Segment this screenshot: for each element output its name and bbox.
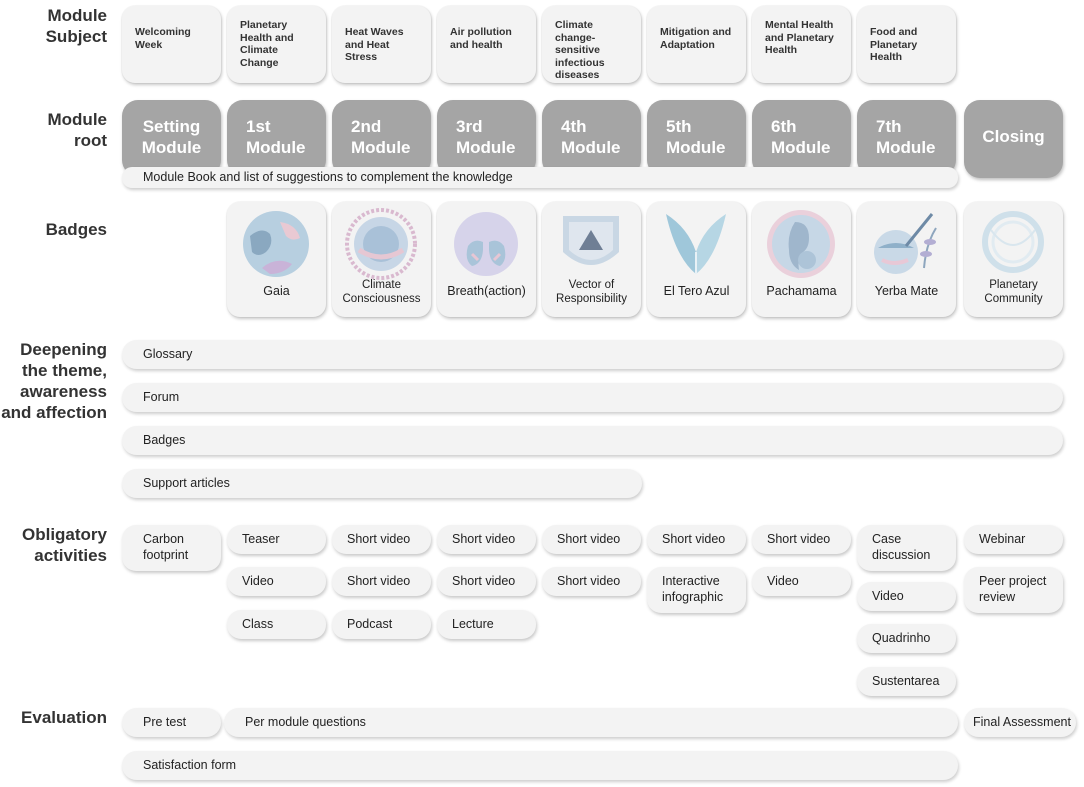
activity-m3-lecture: Lecture bbox=[437, 610, 536, 639]
activity-m5-short-video: Short video bbox=[647, 525, 746, 554]
woman-earth-icon bbox=[765, 208, 837, 280]
subject-mental-health: Mental Health and Planetary Health bbox=[752, 6, 851, 83]
subject-infectious-diseases: Climate change- sensitive infectious diseases bbox=[542, 6, 641, 83]
evaluation-pre-test: Pre test bbox=[122, 708, 221, 737]
root-setting-module: Setting Module bbox=[122, 100, 221, 176]
activity-m4-short-video-1: Short video bbox=[542, 525, 641, 554]
activity-m2-short-video-2: Short video bbox=[332, 567, 431, 596]
row-label-deepening: Deepening the theme, awareness and affection bbox=[1, 340, 107, 422]
activity-m5-interactive-infographic: Interactive infographic bbox=[647, 567, 746, 613]
activity-m3-short-video-2: Short video bbox=[437, 567, 536, 596]
activity-m1-video: Video bbox=[227, 567, 326, 596]
activity-carbon-footprint: Carbon footprint bbox=[122, 525, 221, 571]
badge-pachamama: Pachamama bbox=[752, 202, 851, 317]
earth-hand-icon bbox=[240, 208, 312, 280]
activity-closing-webinar: Webinar bbox=[964, 525, 1063, 554]
activity-m6-short-video: Short video bbox=[752, 525, 851, 554]
root-module-6: 6th Module bbox=[752, 100, 851, 176]
evaluation-satisfaction-form: Satisfaction form bbox=[122, 751, 958, 780]
row-label-module-root: Module root bbox=[47, 110, 107, 150]
activity-m2-short-video-1: Short video bbox=[332, 525, 431, 554]
root-module-2: 2nd Module bbox=[332, 100, 431, 176]
root-module-3: 3rd Module bbox=[437, 100, 536, 176]
deepening-support-articles: Support articles bbox=[122, 469, 642, 498]
activity-m3-short-video-1: Short video bbox=[437, 525, 536, 554]
subject-food: Food and Planetary Health bbox=[857, 6, 956, 83]
activity-m7-sustentarea: Sustentarea bbox=[857, 667, 956, 696]
badge-breath-action: Breath(action) bbox=[437, 202, 536, 317]
root-closing: Closing bbox=[964, 100, 1063, 178]
subject-welcoming-week: Welcoming Week bbox=[122, 6, 221, 83]
evaluation-final-assessment: Final Assessment bbox=[964, 708, 1076, 737]
activity-m7-case-discussion: Case discussion bbox=[857, 525, 956, 571]
evaluation-per-module-questions: Per module questions bbox=[224, 708, 958, 737]
mate-cup-icon bbox=[870, 208, 942, 280]
badge-el-tero-azul: El Tero Azul bbox=[647, 202, 746, 317]
badge-planetary-community: Planetary Community bbox=[964, 202, 1063, 317]
deepening-forum: Forum bbox=[122, 383, 1063, 412]
deepening-badges: Badges bbox=[122, 426, 1063, 455]
badge-gaia: Gaia bbox=[227, 202, 326, 317]
subject-mitigation: Mitigation and Adaptation bbox=[647, 6, 746, 83]
shield-triangle-icon bbox=[555, 208, 627, 280]
row-label-badges: Badges bbox=[45, 220, 107, 239]
activity-m1-class: Class bbox=[227, 610, 326, 639]
activity-closing-peer-review: Peer project review bbox=[964, 567, 1063, 613]
badge-vector-of-responsibility: Vector of Responsibility bbox=[542, 202, 641, 317]
circle-lines-icon bbox=[977, 208, 1049, 280]
activity-m6-video: Video bbox=[752, 567, 851, 596]
activity-m7-quadrinho: Quadrinho bbox=[857, 624, 956, 653]
subject-air-pollution: Air pollution and health bbox=[437, 6, 536, 83]
subject-heat-waves: Heat Waves and Heat Stress bbox=[332, 6, 431, 83]
activity-m1-teaser: Teaser bbox=[227, 525, 326, 554]
module-book-bar: Module Book and list of suggestions to complement the knowledge bbox=[122, 167, 958, 188]
root-module-4: 4th Module bbox=[542, 100, 641, 176]
subject-planetary-health: Planetary Health and Climate Change bbox=[227, 6, 326, 83]
bird-wings-icon bbox=[660, 208, 732, 280]
row-label-module-subject: Module Subject bbox=[45, 6, 107, 46]
row-label-obligatory: Obligatory activities bbox=[21, 525, 107, 565]
badge-yerba-mate: Yerba Mate bbox=[857, 202, 956, 317]
root-module-5: 5th Module bbox=[647, 100, 746, 176]
badge-climate-consciousness: Climate Consciousness bbox=[332, 202, 431, 317]
sun-disc-icon bbox=[345, 208, 417, 280]
row-label-evaluation: Evaluation bbox=[21, 708, 107, 727]
root-module-7: 7th Module bbox=[857, 100, 956, 176]
activity-m2-podcast: Podcast bbox=[332, 610, 431, 639]
activity-m4-short-video-2: Short video bbox=[542, 567, 641, 596]
activity-m7-video: Video bbox=[857, 582, 956, 611]
deepening-glossary: Glossary bbox=[122, 340, 1063, 369]
root-module-1: 1st Module bbox=[227, 100, 326, 176]
lungs-icon bbox=[450, 208, 522, 280]
